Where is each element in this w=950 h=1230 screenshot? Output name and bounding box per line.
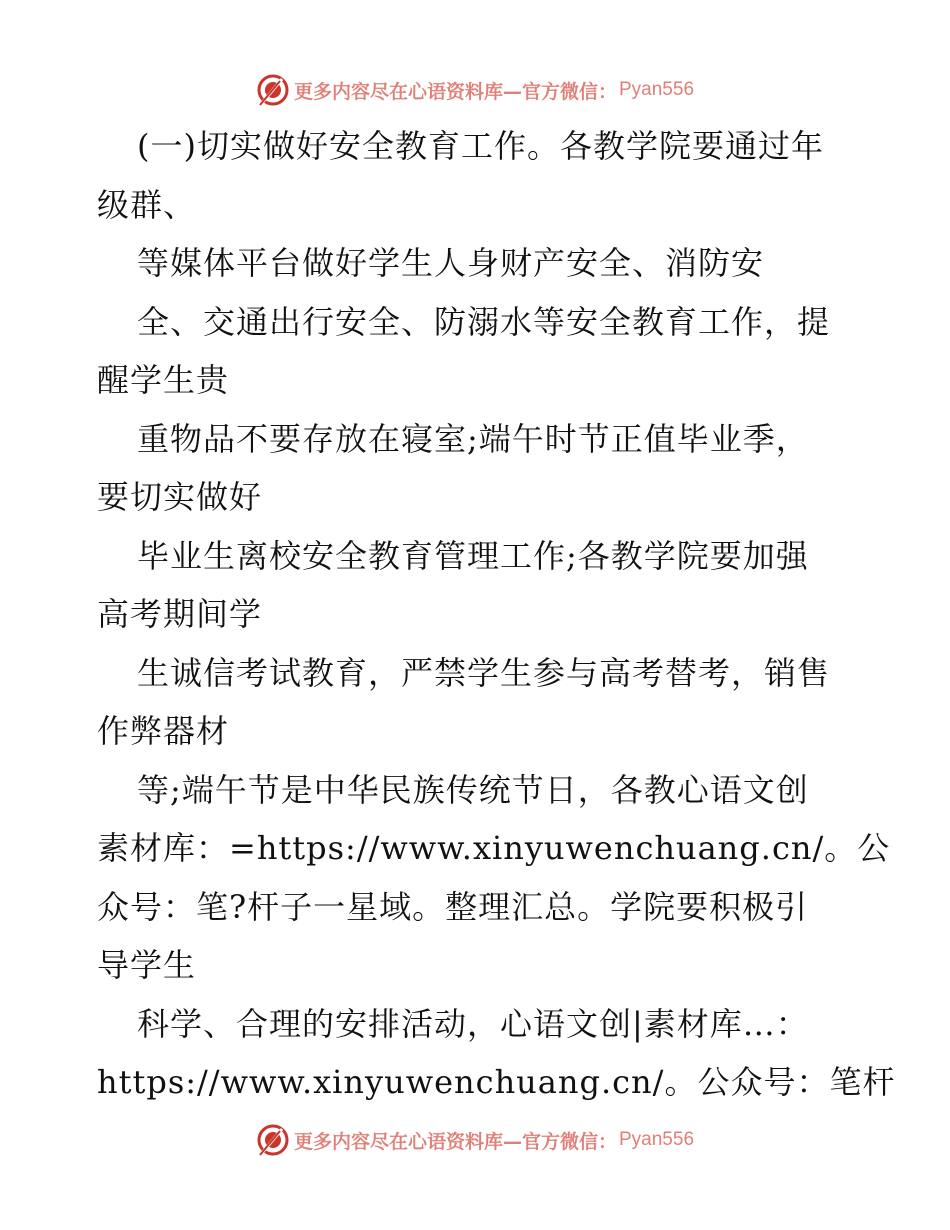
pen-seal-logo-icon [256,73,290,107]
header-banner [0,70,950,110]
body-line: 毕业生离校安全教育管理工作;各教学院要加强 [137,536,809,575]
body-line: 生诚信考试教育，严禁学生参与高考替考，销售 [137,653,831,692]
body-line: 导学生 [97,946,197,984]
body-line: 重物品不要存放在寝室;端午时节正值毕业季， [137,419,809,458]
body-line: 等媒体平台做好学生人身财产安全、消防安 [137,244,765,282]
banner-wechat-id: Pyan556 [619,1129,695,1150]
body-line: 等;端午节是中华民族传统节日，各教心语文创 [137,770,809,809]
body-line: 醒学生贵 [97,361,230,399]
pen-seal-logo-icon [256,1123,290,1157]
banner-text: 更多内容尽在心语资料库—官方微信： [293,80,617,103]
body-line: https://www.xinyuwenchuang.cn/。公众号：笔杆 [97,1063,896,1101]
body-line: 级群、 [97,185,197,224]
footer-banner [0,1120,950,1160]
body-line: 要切实做好 [97,478,263,516]
body-line: 素材库：=https://www.xinyuwenchuang.cn/。公 [97,829,891,867]
body-line: 高考期间学 [97,595,263,633]
body-line: 全、交通出行安全、防溺水等安全教育工作，提 [137,302,831,341]
banner-wechat-id: Pyan556 [619,79,695,100]
banner-text: 更多内容尽在心语资料库—官方微信： [293,1130,617,1153]
body-line: 科学、合理的安排活动，心语文创|素材库…： [137,1004,809,1043]
body-line: 作弊器材 [97,712,230,750]
body-line: (一)切实做好安全教育工作。各教学院要通过年 [137,127,824,165]
document-body [97,117,896,1112]
body-line: 众号：笔?杆子一星域。整理汇总。学院要积极引 [97,887,809,926]
